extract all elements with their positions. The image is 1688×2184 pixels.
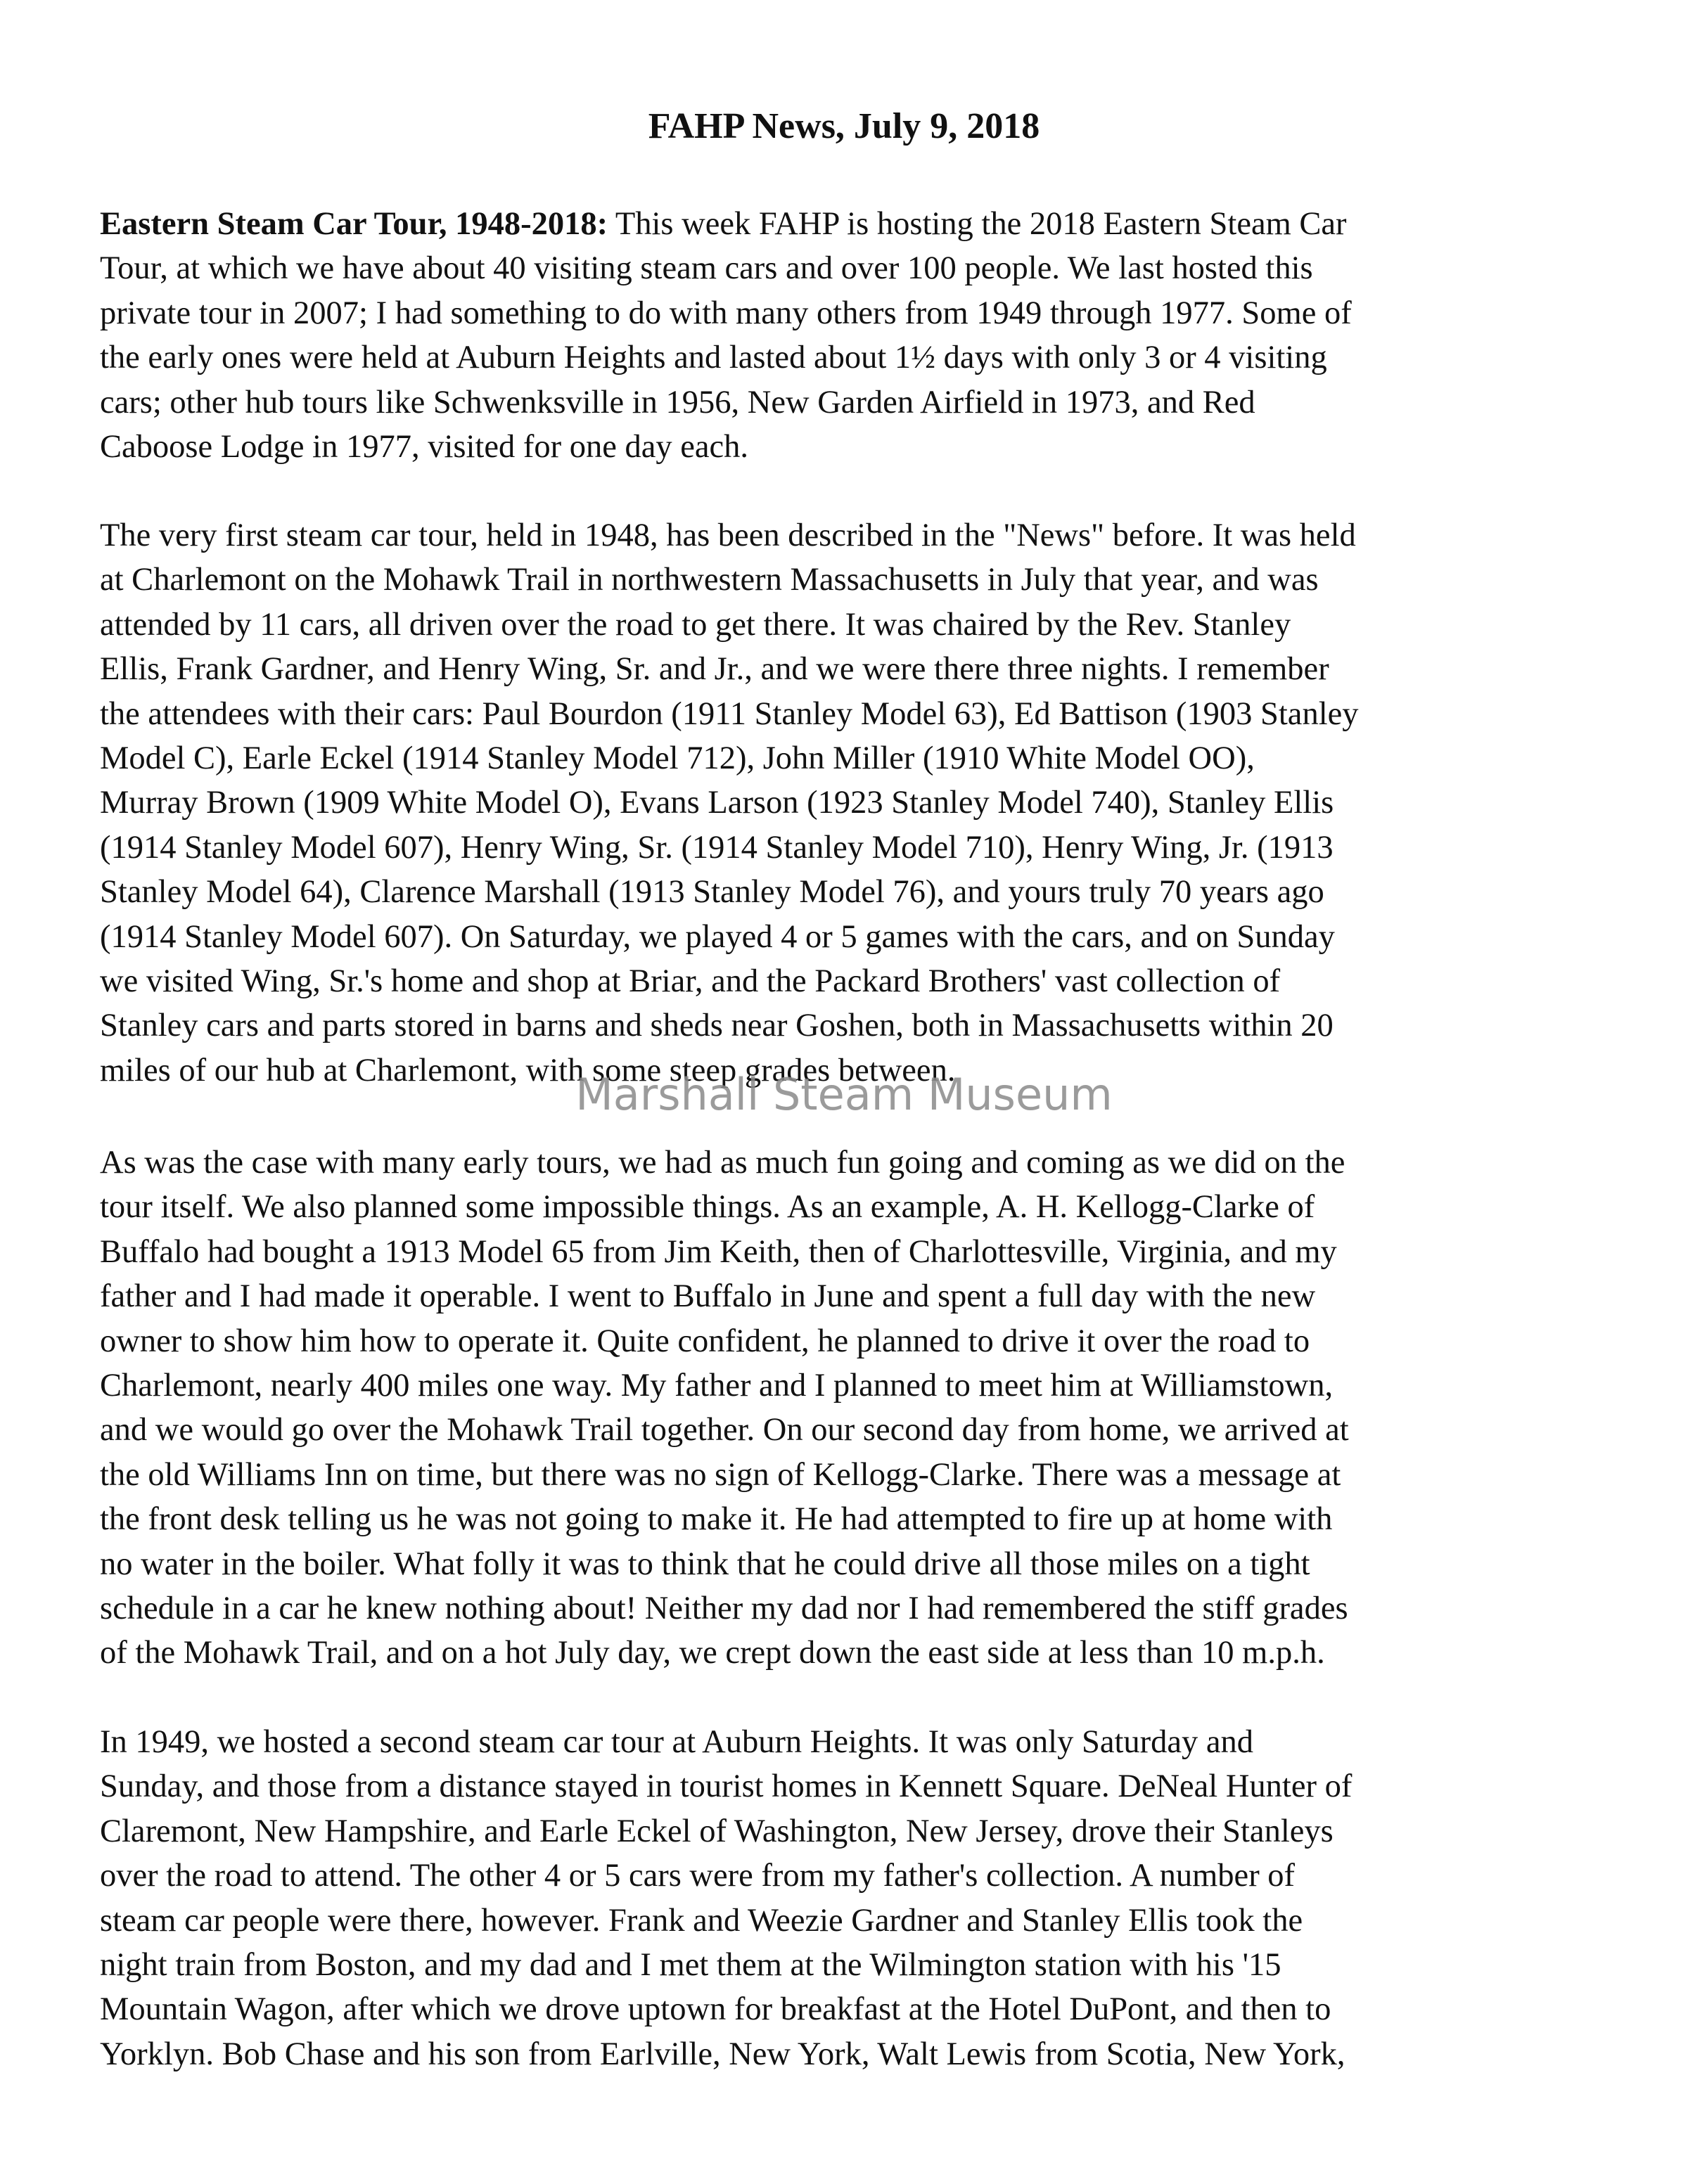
paragraph-1 [100,202,1352,469]
paragraph-line: Caboose Lodge in 1977, visited for one day each. [100,428,749,465]
paragraph-line: night train from Boston, and my dad and I met them at the Wilmington station with his '15 [100,1946,1281,1983]
paragraph-line: of the Mohawk Trail, and on a hot July day, we crept down the east side at less than 10 m.p.h. [100,1635,1325,1671]
paragraph-line: the attendees with their cars: Paul Bourdon (1911 Stanley Model 63), Ed Battison (1903 Stanley [100,695,1359,732]
paragraph-line: the old Williams Inn on time, but there was no sign of Kellogg-Clarke. There was a message at [100,1456,1341,1493]
watermark-text: Marshall Steam Museum [575,1069,1113,1120]
paragraph-line: Charlemont, nearly 400 miles one way. My father and I planned to meet him at Williamstown, [100,1367,1334,1403]
paragraph-line: The very first steam car tour, held in 1948, has been described in the "News" before. It was held [100,518,1356,553]
section-heading: Eastern Steam Car Tour, 1948-2018: [100,206,608,242]
paragraph-line: we visited Wing, Sr.'s home and shop at Briar, and the Packard Brothers' vast collection of [100,963,1281,999]
paragraph-line: Ellis, Frank Gardner, and Henry Wing, Sr. and Jr., and we were there three nights. I remember [100,651,1329,688]
paragraph-line: Murray Brown (1909 White Model O), Evans Larson (1923 Stanley Model 740), Stanley Ellis [100,785,1334,821]
paragraph-line: Tour, at which we have about 40 visiting steam cars and over 100 people. We last hosted this [100,250,1313,287]
paragraph-line: schedule in a car he knew nothing about! Neither my dad nor I had remembered the stiff grades [100,1590,1348,1626]
paragraph-line: private tour in 2007; I had something to do with many others from 1949 through 1977. Some of [100,295,1352,331]
paragraph-3 [100,1141,1349,1676]
paragraph-line: Stanley Model 64), Clarence Marshall (1913 Stanley Model 76), and yours truly 70 years ago [100,874,1324,911]
paragraph-2 [100,513,1359,1093]
paragraph-line: cars; other hub tours like Schwenksville in 1956, New Garden Airfield in 1973, and Red [100,384,1255,420]
paragraph-line: and we would go over the Mohawk Trail together. On our second day from home, we arrived at [100,1412,1349,1448]
paragraph-line: attended by 11 cars, all driven over the road to get there. It was chaired by the Rev. Stanley [100,606,1291,643]
paragraph-line: Buffalo had bought a 1913 Model 65 from Jim Keith, then of Charlottesville, Virginia, and my [100,1233,1337,1270]
paragraph-line: at Charlemont on the Mohawk Trail in northwestern Massachusetts in July that year, and was [100,562,1319,598]
paragraph-line: the early ones were held at Auburn Heights and lasted about 1½ days with only 3 or 4 visiting [100,340,1327,376]
paragraph-line: over the road to attend. The other 4 or 5 cars were from my father's collection. A number of [100,1858,1296,1894]
paragraph-line: (1914 Stanley Model 607). On Saturday, we played 4 or 5 games with the cars, and on Sunday [100,918,1335,955]
paragraph-line: tour itself. We also planned some impossible things. As an example, A. H. Kellogg-Clarke of [100,1189,1315,1226]
paragraph-line: miles of our hub at Charlemont, with some steep grades between. [100,1052,956,1088]
paragraph-line: steam car people were there, however. Frank and Weezie Gardner and Stanley Ellis took the [100,1902,1303,1939]
paragraph-line: Stanley cars and parts stored in barns and sheds near Goshen, both in Massachusetts within 20 [100,1008,1334,1044]
page-title: FAHP News, July 9, 2018 [648,106,1040,146]
paragraph-line: Mountain Wagon, after which we drove uptown for breakfast at the Hotel DuPont, and then to [100,1991,1331,2028]
paragraph-line: (1914 Stanley Model 607), Henry Wing, Sr. (1914 Stanley Model 710), Henry Wing, Jr. (1913 [100,829,1334,866]
paragraph-line: In 1949, we hosted a second steam car tour at Auburn Heights. It was only Saturday and [100,1724,1254,1760]
paragraph-4 [100,1720,1352,2076]
paragraph-line: Claremont, New Hampshire, and Earle Eckel of Washington, New Jersey, drove their Stanleys [100,1813,1334,1849]
paragraph-line: Model C), Earle Eckel (1914 Stanley Model 712), John Miller (1910 White Model OO), [100,740,1255,776]
paragraph-line: owner to show him how to operate it. Quite confident, he planned to drive it over the road to [100,1323,1310,1359]
paragraph-line: As was the case with many early tours, we had as much fun going and coming as we did on the [100,1145,1345,1181]
paragraph-line: no water in the boiler. What folly it was to think that he could drive all those miles on a tight [100,1546,1310,1582]
paragraph-line: Eastern Steam Car Tour, 1948-2018: This week FAHP is hosting the 2018 Eastern Steam Car [100,206,1347,242]
paragraph-line: the front desk telling us he was not going to make it. He had attempted to fire up at home with [100,1501,1333,1538]
paragraph-line: Yorklyn. Bob Chase and his son from Earlville, New York, Walt Lewis from Scotia, New York, [100,2036,1345,2072]
paragraph-line: father and I had made it operable. I went to Buffalo in June and spent a full day with the new [100,1278,1316,1315]
paragraph-line: Sunday, and those from a distance stayed in tourist homes in Kennett Square. DeNeal Hunter of [100,1768,1353,1805]
